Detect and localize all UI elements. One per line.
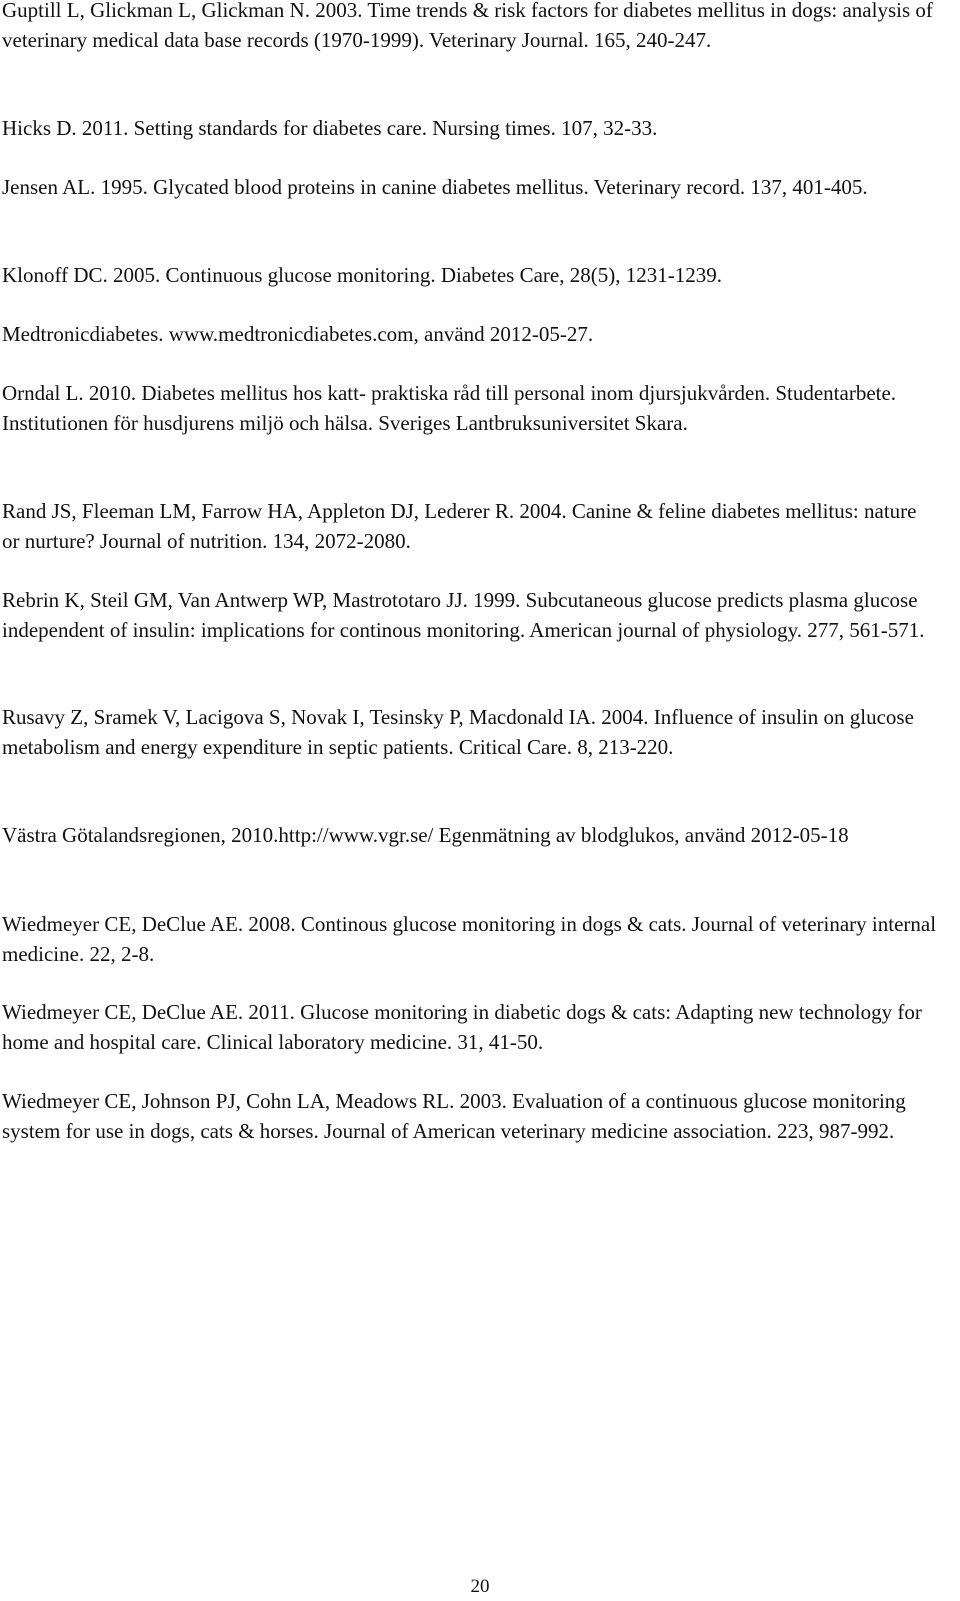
reference-medtronic: Medtronicdiabetes. www.medtronicdiabetes.com, använd 2012-05-27. <box>2 322 594 346</box>
page-number: 20 <box>470 1576 490 1597</box>
reference-wiedmeyer-2011: Wiedmeyer CE, DeClue AE. 2011. Glucose monitoring in diabetic dogs & cats: Adapting new technology for home and hospital care. Clinical laboratory medicine. 31, 41-50. <box>2 1000 922 1054</box>
reference-hicks: Hicks D. 2011. Setting standards for diabetes care. Nursing times. 107, 32-33. <box>2 116 658 140</box>
reference-rusavy: Rusavy Z, Sramek V, Lacigova S, Novak I, Tesinsky P, Macdonald IA. 2004. Influence of insulin on glucose metabolism and energy expenditure in septic patients. Critical Care. 8, 213-220. <box>2 705 914 759</box>
reference-orndal: Orndal L. 2010. Diabetes mellitus hos katt- praktiska råd till personal inom djursjukvården. Studentarbete. Institutionen för husdjurens miljö och hälsa. Sveriges Lantbruksuniversitet Skara. <box>2 381 897 435</box>
reference-rand: Rand JS, Fleeman LM, Farrow HA, Appleton DJ, Lederer R. 2004. Canine & feline diabetes mellitus: nature or nurture? Journal of nutrition. 134, 2072-2080. <box>2 499 917 553</box>
reference-guptill: Guptill L, Glickman L, Glickman N. 2003. Time trends & risk factors for diabetes mellitus in dogs: analysis of veterinary medical data base records (1970-1999). Veterinary Journal. 165, 240-247. <box>2 0 933 52</box>
reference-jensen: Jensen AL. 1995. Glycated blood proteins in canine diabetes mellitus. Veterinary record. 137, 401-405. <box>2 175 868 199</box>
reference-wiedmeyer-2003: Wiedmeyer CE, Johnson PJ, Cohn LA, Meadows RL. 2003. Evaluation of a continuous glucose monitoring system for use in dogs, cats & horses. Journal of American veterinary medicine association. 223, 987-992. <box>2 1089 906 1143</box>
reference-vastra-gotalandsregionen: Västra Götalandsregionen, 2010.http://www.vgr.se/ Egenmätning av blodglukos, använd 2012-05-18 <box>2 823 849 847</box>
reference-rebrin: Rebrin K, Steil GM, Van Antwerp WP, Mastrototaro JJ. 1999. Subcutaneous glucose predicts plasma glucose independent of insulin: implications for continous monitoring. American journal of physiology. 277, 561-571. <box>2 588 925 642</box>
reference-wiedmeyer-2008: Wiedmeyer CE, DeClue AE. 2008. Continous glucose monitoring in dogs & cats. Journal of veterinary internal medicine. 22, 2-8. <box>2 912 937 966</box>
reference-klonoff: Klonoff DC. 2005. Continuous glucose monitoring. Diabetes Care, 28(5), 1231-1239. <box>2 263 722 287</box>
